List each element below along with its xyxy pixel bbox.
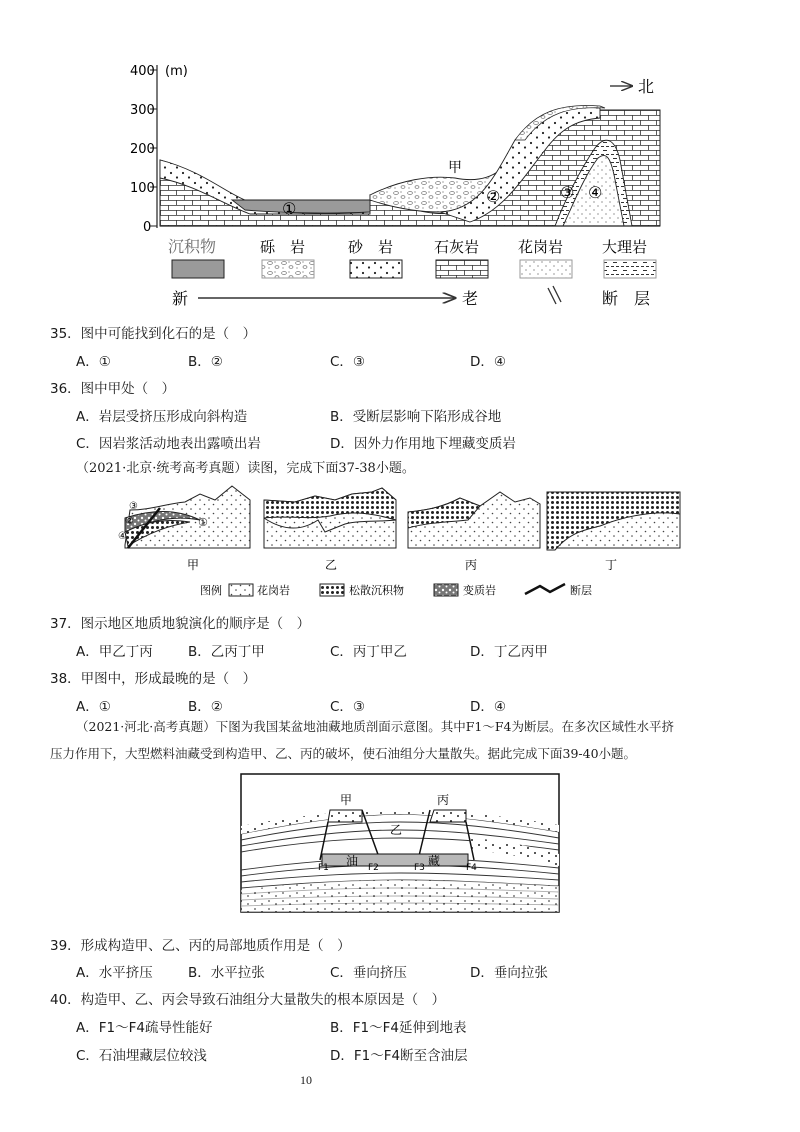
marker-2: ②	[125, 516, 134, 527]
q35-option-c[interactable]: C．③	[330, 354, 366, 370]
q35-option-b[interactable]: B．②	[188, 354, 223, 370]
marker-3: ③	[129, 501, 138, 512]
legend-label: 变质岩	[463, 584, 496, 597]
question-39-stem: 39．形成构造甲、乙、丙的局部地质作用是（ ）	[50, 938, 351, 954]
panel-jia	[118, 486, 250, 572]
y-unit: (m)	[165, 64, 188, 79]
question-35-stem: 35．图中可能找到化石的是（ ）	[50, 326, 257, 342]
label-jia: 甲	[340, 793, 353, 807]
marker-2: ②	[486, 187, 501, 206]
panel-label: 甲	[187, 558, 200, 572]
panel-label: 丙	[465, 558, 478, 572]
q39-option-c[interactable]: C．垂向挤压	[330, 965, 407, 981]
y-tick: 200	[130, 142, 155, 157]
oil-reservoir-section-figure	[0, 770, 800, 930]
q36-option-d[interactable]: D．因外力作用地下埋藏变质岩	[330, 436, 516, 452]
marker-1: ①	[198, 516, 208, 529]
y-tick: 400	[130, 64, 155, 79]
q40-option-a[interactable]: A．F1～F4疏导性能好	[76, 1020, 213, 1036]
page-number: 10	[300, 1073, 312, 1087]
y-tick: 100	[130, 181, 155, 196]
marker-3: ③	[560, 183, 575, 202]
q38-option-a[interactable]: A．①	[76, 699, 111, 715]
legend-label: 花岗岩	[257, 584, 290, 597]
y-tick: 0	[143, 220, 152, 235]
legend-label: 沉积物	[168, 237, 217, 256]
intro-39-40-line1: （2021·河北·高考真题）下图为我国某盆地油藏地质剖面示意图。其中F1～F4为断层。在多次区域性水平挤	[76, 719, 675, 734]
legend-label: 断层	[570, 584, 592, 597]
intro-39-40-line2: 压力作用下，大型燃料油藏受到构造甲、乙、丙的破坏，使石油组分大量散失。据此完成下面39-40小题。	[50, 746, 637, 761]
marker-4: ④	[588, 183, 603, 202]
figure1-legend	[168, 237, 656, 308]
q36-option-c[interactable]: C．因岩浆活动地表出露喷出岩	[76, 436, 261, 452]
cross-section-body	[160, 105, 660, 226]
marker-1: ①	[282, 199, 297, 218]
legend-label: 砂 岩	[348, 238, 394, 256]
q38-option-d[interactable]: D．④	[470, 699, 506, 715]
question-38-stem: 38．甲图中，形成最晚的是（ ）	[50, 671, 257, 687]
panel-label: 乙	[325, 558, 338, 572]
legend-label: 大理岩	[602, 238, 648, 256]
q40-option-d[interactable]: D．F1～F4断至含油层	[330, 1048, 468, 1064]
figure2-legend	[200, 583, 592, 597]
label-jia: 甲	[448, 160, 462, 176]
q38-option-b[interactable]: B．②	[188, 699, 223, 715]
q35-option-d[interactable]: D．④	[470, 354, 506, 370]
legend-label: 花岗岩	[518, 238, 564, 256]
legend-label: 砾 岩	[260, 238, 306, 256]
geologic-cross-section-figure	[0, 0, 800, 320]
panel-label: 丁	[605, 558, 618, 572]
north-label: 北	[638, 77, 655, 96]
legend-label: 石灰岩	[434, 238, 480, 256]
fault-f3: F3	[414, 863, 425, 873]
q35-option-a[interactable]: A．①	[76, 354, 111, 370]
fault-f4: F4	[466, 863, 477, 873]
geologic-evolution-figure	[0, 480, 800, 605]
panel-ding	[547, 492, 680, 572]
marker-4: ④	[118, 531, 127, 542]
oil-char: 藏	[428, 854, 441, 868]
question-36-stem: 36．图中甲处（ ）	[50, 381, 176, 397]
q37-option-d[interactable]: D．丁乙丙甲	[470, 644, 548, 660]
fault-legend-icon	[525, 584, 565, 594]
q36-option-b[interactable]: B．受断层影响下陷形成谷地	[330, 409, 502, 425]
label-yi: 乙	[390, 823, 403, 837]
q37-option-b[interactable]: B．乙丙丁甲	[188, 644, 265, 660]
intro-37-38: （2021·北京·统考高考真题）读图，完成下面37-38小题。	[76, 461, 415, 476]
fault-f1: F1	[318, 863, 329, 873]
q37-option-a[interactable]: A．甲乙丁丙	[76, 644, 153, 660]
q40-option-b[interactable]: B．F1～F4延伸到地表	[330, 1020, 467, 1036]
panel-yi	[264, 488, 396, 572]
y-tick: 300	[130, 103, 155, 118]
fault-f2: F2	[368, 863, 379, 873]
oil-char: 油	[346, 854, 359, 868]
question-37-stem: 37．图示地区地质地貌演化的顺序是（ ）	[50, 616, 311, 632]
q39-option-b[interactable]: B．水平拉张	[188, 965, 265, 981]
legend-title: 图例	[200, 584, 222, 597]
q38-option-c[interactable]: C．③	[330, 699, 366, 715]
question-40-stem: 40．构造甲、乙、丙会导致石油组分大量散失的根本原因是（ ）	[50, 992, 446, 1008]
legend-label: 松散沉积物	[349, 584, 404, 597]
fault-symbol-icon	[548, 286, 561, 304]
q40-option-c[interactable]: C．石油埋藏层位较浅	[76, 1048, 207, 1064]
panel-bing	[408, 492, 540, 572]
fault-legend-label: 断 层	[602, 289, 651, 308]
q39-option-d[interactable]: D．垂向拉张	[470, 965, 548, 981]
q39-option-a[interactable]: A．水平挤压	[76, 965, 153, 981]
label-bing: 丙	[437, 793, 450, 807]
age-old-label: 老	[462, 289, 479, 308]
q37-option-c[interactable]: C．丙丁甲乙	[330, 644, 407, 660]
age-new-label: 新	[172, 289, 189, 308]
q36-option-a[interactable]: A．岩层受挤压形成向斜构造	[76, 409, 248, 425]
